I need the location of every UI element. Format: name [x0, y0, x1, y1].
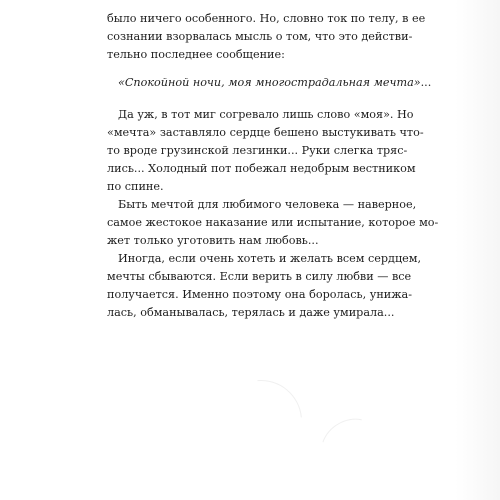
text-line: по спине. [107, 180, 164, 193]
text-line: лась, обманывалась, терялась и даже умирала... [107, 306, 395, 319]
text-line: получается. Именно поэтому она боролась, унижа- [107, 288, 412, 301]
paragraph-2 [107, 106, 424, 196]
text-line: самое жестокое наказание или испытание, которое мо- [107, 216, 439, 229]
page-text [107, 10, 439, 322]
text-line: тельно последнее сообщение: [107, 48, 285, 61]
quoted-message-ellipsis: ... [420, 76, 432, 89]
text-line: жет только уготовить нам любовь... [107, 234, 319, 247]
text-line: сознании взорвалась мысль о том, что это действи- [107, 30, 413, 43]
scan-artifact [311, 408, 391, 484]
text-line: то вроде грузинской лезгинки... Руки слегка тряс- [107, 144, 408, 157]
text-line: «мечта» заставляло сердце бешено выстукивать что- [107, 126, 424, 139]
paragraph-1 [107, 10, 426, 64]
paragraph-3 [107, 196, 439, 250]
page-edge-shadow [455, 0, 500, 500]
paragraph-4 [107, 250, 422, 322]
text-line: мечты сбываются. Если верить в силу любви — все [107, 270, 412, 283]
text-line: лись... Холодный пот побежал недобрым вестником [107, 162, 416, 175]
text-line: Да уж, в тот миг согревало лишь слово «моя». Но [118, 108, 414, 121]
quoted-message [107, 74, 432, 92]
text-line: Быть мечтой для любимого человека — наверное, [118, 198, 417, 211]
text-line: было ничего особенного. Но, словно ток по телу, в ее [107, 12, 426, 25]
quoted-message-text: «Спокойной ночи, моя многострадальная мечта» [118, 76, 421, 89]
scan-artifact [203, 363, 319, 479]
text-line: Иногда, если очень хотеть и желать всем сердцем, [118, 252, 422, 265]
